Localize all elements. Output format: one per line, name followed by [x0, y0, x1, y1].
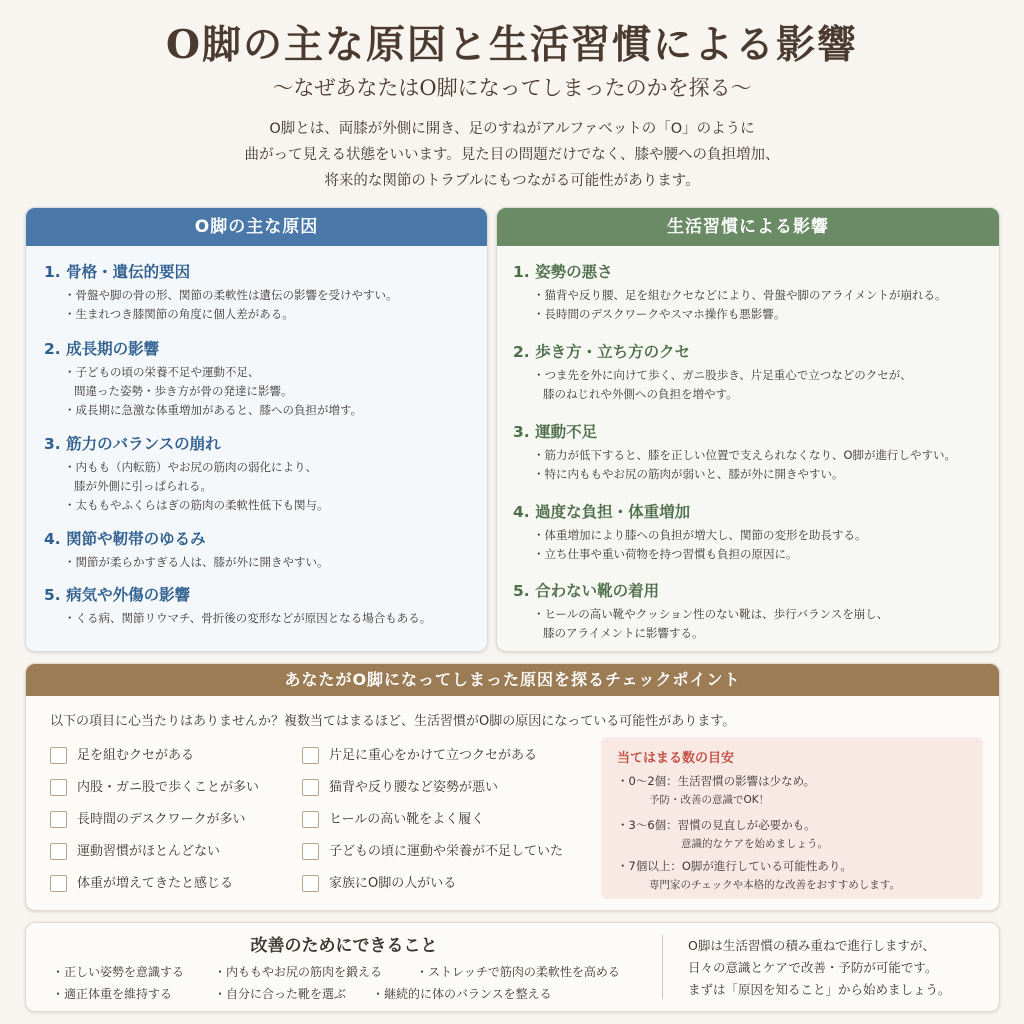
- cause-item: [44, 527, 329, 572]
- habit-item: [513, 579, 888, 643]
- cause-title: 2. 成長期の影響: [44, 340, 160, 358]
- score-guide-row: ・7個以上：O脚が進行している可能性あり。: [617, 859, 852, 873]
- improvement-item: ・自分に合った靴を選ぶ: [214, 987, 347, 1001]
- cause-title: 1. 骨格・遺伝的要因: [44, 263, 191, 281]
- checkbox[interactable]: [50, 843, 67, 860]
- cause-bullet: 膝が外側に引っぱられる。: [74, 479, 212, 493]
- closing-line: 日々の意識とケアで改善・予防が可能です。: [688, 960, 938, 975]
- checklist-label: 子どもの頃に運動や栄養が不足していた: [329, 844, 564, 859]
- checkbox[interactable]: [302, 843, 319, 860]
- causes-header: O脚の主な原因: [26, 208, 487, 246]
- intro-line: 将来的な関節のトラブルにもつながる可能性があります。: [324, 173, 700, 189]
- closing-line: O脚は生活習慣の積み重ねで進行しますが、: [688, 938, 936, 953]
- intro-line: O脚とは、両膝が外側に開き、足のすねがアルファベットの「O」のように: [269, 121, 755, 137]
- habit-item: [513, 500, 867, 564]
- cause-bullet: ・関節が柔らかすぎる人は、膝が外に開きやすい。: [64, 555, 329, 569]
- score-guide-note: 意識的なケアを始めましょう。: [681, 838, 828, 850]
- checkbox[interactable]: [50, 779, 67, 796]
- cause-bullet: ・内もも（内転筋）やお尻の筋肉の弱化により、: [64, 460, 317, 474]
- habits-panel: [496, 207, 1000, 652]
- cause-bullet: 間違った姿勢・歩き方が骨の発達に影響。: [74, 384, 293, 398]
- habit-item: [513, 260, 947, 324]
- habit-bullet: ・立ち仕事や重い荷物を持つ習慣も負担の原因に。: [533, 547, 798, 561]
- habit-bullet: ・つま先を外に向けて歩く、ガニ股歩き、片足重心で立つなどのクセが、: [533, 368, 912, 382]
- habit-bullet: ・長時間のデスクワークやスマホ操作も悪影響。: [533, 307, 786, 321]
- improvement-item: ・内ももやお尻の筋肉を鍛える: [214, 965, 383, 979]
- cause-bullet: ・太ももやふくらはぎの筋肉の柔軟性低下も関与。: [64, 498, 329, 512]
- score-guide-row: ・0〜2個：生活習慣の影響は少なめ。: [617, 774, 816, 788]
- score-guide-title: 当てはまる数の目安: [617, 751, 735, 766]
- checklist-item[interactable]: [302, 842, 563, 862]
- cause-title: 3. 筋力のバランスの崩れ: [44, 435, 221, 453]
- habit-bullet: ・体重増加により膝への負担が増大し、関節の変形を助長する。: [533, 528, 867, 542]
- cause-item: [44, 583, 431, 628]
- cause-bullet: ・骨盤や脚の骨の形、関節の柔軟性は遺伝の影響を受けやすい。: [64, 288, 398, 302]
- habit-bullet: ・筋力が低下すると、膝を正しい位置で支えられなくなり、O脚が進行しやすい。: [533, 448, 957, 462]
- checkpoint-header: あなたがO脚になってしまった原因を探るチェックポイント: [26, 664, 999, 696]
- habit-title: 2. 歩き方・立ち方のクセ: [513, 343, 691, 361]
- checklist-label: 体重が増えてきたと感じる: [77, 876, 234, 891]
- improvement-item: ・継続的に体のバランスを整える: [372, 987, 552, 1001]
- checkbox[interactable]: [302, 747, 319, 764]
- habit-title: 3. 運動不足: [513, 423, 598, 441]
- cause-bullet: ・くる病、関節リウマチ、骨折後の変形などが原因となる場合もある。: [64, 611, 432, 625]
- closing-line: まずは「原因を知ること」から始めましょう。: [688, 982, 951, 997]
- habit-title: 4. 過度な負担・体重増加: [513, 503, 691, 521]
- checklist-item[interactable]: [302, 810, 484, 830]
- checklist-label: 内股・ガニ股で歩くことが多い: [77, 780, 260, 795]
- score-guide: [601, 737, 983, 899]
- cause-item: [44, 432, 329, 515]
- checkbox[interactable]: [302, 779, 319, 796]
- causes-panel: [25, 207, 488, 652]
- cause-title: 4. 関節や靭帯のゆるみ: [44, 530, 206, 548]
- cause-item: [44, 260, 398, 324]
- divider: [662, 935, 663, 999]
- checklist-item[interactable]: [50, 874, 233, 894]
- checkbox[interactable]: [50, 875, 67, 892]
- checkbox[interactable]: [50, 747, 67, 764]
- checklist-item[interactable]: [50, 746, 194, 766]
- habit-title: 5. 合わない靴の着用: [513, 582, 660, 600]
- checklist-label: 運動習慣がほとんどない: [77, 844, 221, 859]
- checkpoint-panel: [25, 663, 1000, 911]
- intro-line: 曲がって見える状態をいいます。見た目の問題だけでなく、膝や腰への負担増加、: [244, 147, 780, 163]
- cause-item: [44, 337, 362, 420]
- checklist-label: 長時間のデスクワークが多い: [77, 812, 246, 827]
- habit-bullet: 膝のねじれや外側への負担を増やす。: [543, 387, 738, 401]
- checkbox[interactable]: [302, 811, 319, 828]
- cause-title: 5. 病気や外傷の影響: [44, 586, 191, 604]
- checklist-item[interactable]: [50, 842, 220, 862]
- improvement-item: ・正しい姿勢を意識する: [52, 965, 185, 979]
- score-guide-row: ・3〜6個：習慣の見直しが必要かも。: [617, 818, 816, 832]
- checklist-label: 家族にO脚の人がいる: [329, 876, 457, 891]
- page-subtitle: ～なぜあなたはO脚になってしまったのかを探る～: [272, 76, 752, 100]
- checklist-item[interactable]: [302, 746, 537, 766]
- habit-bullet: ・特に内ももやお尻の筋肉が弱いと、膝が外に開きやすい。: [533, 467, 844, 481]
- intro-text: [150, 116, 874, 194]
- cause-bullet: ・子どもの頃の栄養不足や運動不足、: [64, 365, 260, 379]
- habit-bullet: ・猫背や反り腰、足を組むクセなどにより、骨盤や脚のアライメントが崩れる。: [533, 288, 947, 302]
- habit-title: 1. 姿勢の悪さ: [513, 263, 613, 281]
- checklist-label: 片足に重心をかけて立つクセがある: [329, 748, 538, 763]
- habit-bullet: 膝のアライメントに影響する。: [543, 626, 704, 640]
- checklist-label: ヒールの高い靴をよく履く: [329, 812, 485, 827]
- checkbox[interactable]: [302, 875, 319, 892]
- score-guide-note: 予防・改善の意識でOK！: [649, 794, 770, 806]
- cause-bullet: ・成長期に急激な体重増加があると、膝への負担が増す。: [64, 403, 363, 417]
- improvement-title: 改善のためにできること: [250, 936, 438, 956]
- checkpoint-lead: 以下の項目に心当たりはありませんか？複数当てはまるほど、生活習慣がO脚の原因になっている可能性があります。: [50, 714, 736, 729]
- closing-message: [688, 935, 951, 1001]
- checklist-item[interactable]: [302, 874, 456, 894]
- score-guide-note: 専門家のチェックや本格的な改善をおすすめします。: [649, 879, 900, 891]
- checklist-item[interactable]: [50, 810, 245, 830]
- page-title: O脚の主な原因と生活習慣による影響: [166, 22, 858, 68]
- cause-bullet: ・生まれつき膝関節の角度に個人差がある。: [64, 307, 294, 321]
- checklist-label: 猫背や反り腰など姿勢が悪い: [329, 780, 499, 795]
- checklist-item[interactable]: [50, 778, 259, 798]
- habit-item: [513, 340, 912, 404]
- habits-header: 生活習慣による影響: [497, 208, 999, 246]
- checkbox[interactable]: [50, 811, 67, 828]
- improvement-item: ・適正体重を維持する: [52, 987, 173, 1001]
- improvement-item: ・ストレッチで筋肉の柔軟性を高める: [416, 965, 620, 979]
- habit-item: [513, 420, 956, 484]
- checklist-label: 足を組むクセがある: [77, 748, 195, 763]
- improvement-panel: [25, 922, 1000, 1012]
- checklist-item[interactable]: [302, 778, 498, 798]
- habit-bullet: ・ヒールの高い靴やクッション性のない靴は、歩行バランスを崩し、: [533, 607, 889, 621]
